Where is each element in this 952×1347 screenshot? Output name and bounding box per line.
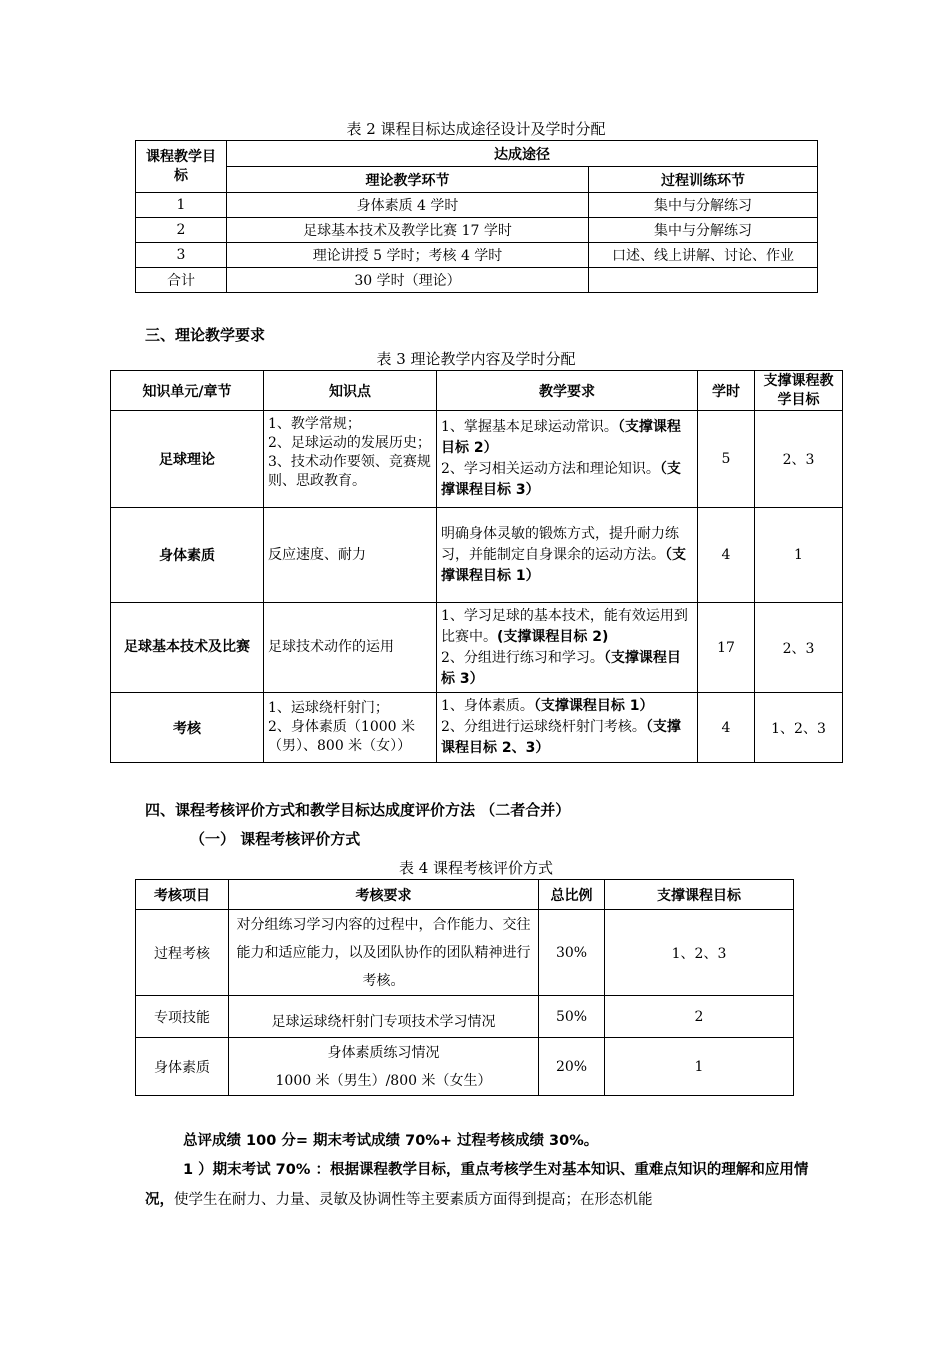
table4-cell-ratio: 30% [539, 910, 605, 996]
table3-cell-hours: 17 [698, 603, 755, 693]
table2-cell-theory: 理论讲授 5 学时；考核 4 学时 [227, 243, 589, 268]
table4-cell-ratio: 20% [539, 1038, 605, 1096]
table4-header-req: 考核要求 [229, 880, 539, 910]
table3-cell-hours: 5 [698, 411, 755, 508]
table3-cell-hours: 4 [698, 508, 755, 603]
support-tag: (支撑课程目标 2) [497, 628, 609, 645]
table4-cell-ratio: 50% [539, 996, 605, 1038]
knowledge-point: 2、足球运动的发展历史； [268, 435, 431, 451]
support-tag: （支撑课程目标 1） [533, 698, 654, 714]
table-row [111, 411, 843, 508]
table3-header-support: 支撑课程教学目标 [755, 371, 843, 411]
table3-cell-unit: 考核 [111, 693, 264, 763]
table-row [111, 603, 843, 693]
requirement-item: 2、分组进行练习和学习。（支撑课程目标 3） [441, 649, 681, 687]
table2-cell-process [589, 268, 818, 293]
knowledge-point: 3、技术动作要领、竞赛规则、思政教育。 [268, 454, 431, 489]
table3-header-hours: 学时 [698, 371, 755, 411]
table4-header-ratio: 总比例 [539, 880, 605, 910]
table4-cell-req: 足球运球绕杆射门专项技术学习情况 [229, 996, 539, 1038]
table2-header-theory: 理论教学环节 [227, 167, 589, 193]
table4-req-line: 1000 米（男生）/800 米（女生） [275, 1072, 492, 1089]
table2-cell-process: 口述、线上讲解、讨论、作业 [589, 243, 818, 268]
support-tag: （支撑课程目标 3） [441, 461, 681, 498]
table2-cell-theory: 身体素质 4 学时 [227, 193, 589, 218]
table3-cell-points [264, 603, 437, 693]
table-row [136, 996, 794, 1038]
table2-cell-theory: 30 学时（理论） [227, 268, 589, 293]
knowledge-point: 2、身体素质（1000 米（男）、800 米（女）） [268, 719, 415, 754]
table3-cell-unit: 身体素质 [111, 508, 264, 603]
table3-cell-req [437, 508, 698, 603]
support-tag: （支撑课程目标 1） [441, 546, 686, 584]
table3-cell-points [264, 508, 437, 603]
table2-header-goal: 课程教学目标 [136, 141, 227, 193]
table3-header-unit: 知识单元/章节 [111, 371, 264, 411]
table4-cell-support: 1、2、3 [605, 910, 794, 996]
table3-cell-points [264, 693, 437, 763]
table3-cell-unit: 足球基本技术及比赛 [111, 603, 264, 693]
table3-cell-support: 2、3 [755, 411, 843, 508]
table4-cell-item: 专项技能 [136, 996, 229, 1038]
requirement-item: 2、分组进行运球绕杆射门考核。（支撑课程目标 2、3） [441, 719, 681, 756]
knowledge-point: 1、教学常规； [268, 416, 361, 432]
table-row [136, 193, 818, 218]
requirement-item: 1、掌握基本足球运动常识。（支撑课程目标 2） [441, 419, 681, 456]
table-row [136, 268, 818, 293]
requirement-item: 1、身体素质。（支撑课程目标 1） [441, 698, 654, 714]
knowledge-point: 1、运球绕杆射门； [268, 700, 389, 716]
total-score-line: 总评成绩 100 分= 期末考试成绩 70%+ 过程考核成绩 30%。 [183, 1133, 599, 1149]
knowledge-point: 足球技术动作的运用 [268, 639, 394, 655]
table4-cell-item: 身体素质 [136, 1038, 229, 1096]
table2-cell-id: 合计 [136, 268, 227, 293]
table2-cell-id: 1 [136, 193, 227, 218]
table4-cell-support: 1 [605, 1038, 794, 1096]
table3-cell-req [437, 693, 698, 763]
support-tag: （支撑课程目标 2、3） [441, 719, 681, 756]
support-tag: （支撑课程目标 2） [441, 419, 681, 456]
table-row [136, 218, 818, 243]
table2-cell-process: 集中与分解练习 [589, 218, 818, 243]
table3-header-points: 知识点 [264, 371, 437, 411]
table3-cell-hours: 4 [698, 693, 755, 763]
table4-caption: 表 4 课程考核评价方式 [398, 859, 554, 877]
table2 [135, 140, 818, 293]
requirement-item: 明确身体灵敏的锻炼方式，提升耐力练习，并能制定自身课余的运动方法。（支撑课程目标 1） [441, 525, 686, 584]
section3-heading: 三、理论教学要求 [145, 326, 266, 344]
table4-req-line: 身体素质练习情况 [327, 1044, 440, 1061]
requirement-item: 2、学习相关运动方法和理论知识。（支撑课程目标 3） [441, 461, 681, 498]
knowledge-point: 反应速度、耐力 [268, 546, 366, 563]
table2-cell-theory: 足球基本技术及教学比赛 17 学时 [227, 218, 589, 243]
final-exam-paragraph: 1 ）期末考试 70% ：根据课程教学目标，重点考核学生对基本知识、重难点知识的理解和应用情况，使学生在耐力、力量、灵敏及协调性等主要素质方面得到提高；在形态机能 [145, 1162, 809, 1208]
table4-cell-support: 2 [605, 996, 794, 1038]
table4-cell-item: 过程考核 [136, 910, 229, 996]
table3-caption: 表 3 理论教学内容及学时分配 [376, 350, 576, 368]
table3-cell-req [437, 603, 698, 693]
table2-header-path: 达成途径 [227, 141, 818, 167]
table-row [111, 693, 843, 763]
table3-header-req: 教学要求 [437, 371, 698, 411]
table4-cell-req: 对分组练习学习内容的过程中，合作能力、交往能力和适应能力，以及团队协作的团队精神进行考核。 [229, 910, 539, 996]
table-row [111, 508, 843, 603]
table-row [136, 1038, 794, 1096]
table4-cell-req [229, 1038, 539, 1096]
table4-header-support: 支撑课程目标 [605, 880, 794, 910]
table-row [136, 243, 818, 268]
section4-subheading: （一） 课程考核评价方式 [190, 830, 361, 848]
table-row [136, 910, 794, 996]
table2-cell-process: 集中与分解练习 [589, 193, 818, 218]
table4 [135, 879, 794, 1096]
table2-caption: 表 2 课程目标达成途径设计及学时分配 [346, 120, 606, 138]
table3-cell-support: 1、2、3 [755, 693, 843, 763]
table3-cell-unit: 足球理论 [111, 411, 264, 508]
support-tag: （支撑课程目标 3） [441, 649, 681, 687]
table3-cell-req [437, 411, 698, 508]
table3 [110, 370, 843, 763]
table3-cell-support: 1 [755, 508, 843, 603]
table3-cell-points [264, 411, 437, 508]
table3-cell-support: 2、3 [755, 603, 843, 693]
requirement-item: 1、学习足球的基本技术，能有效运用到比赛中。(支撑课程目标 2) [441, 607, 688, 645]
table2-cell-id: 2 [136, 218, 227, 243]
table2-header-process: 过程训练环节 [589, 167, 818, 193]
table4-header-item: 考核项目 [136, 880, 229, 910]
section4-heading: 四、课程考核评价方式和教学目标达成度评价方法 （二者合并） [145, 801, 571, 819]
table2-cell-id: 3 [136, 243, 227, 268]
